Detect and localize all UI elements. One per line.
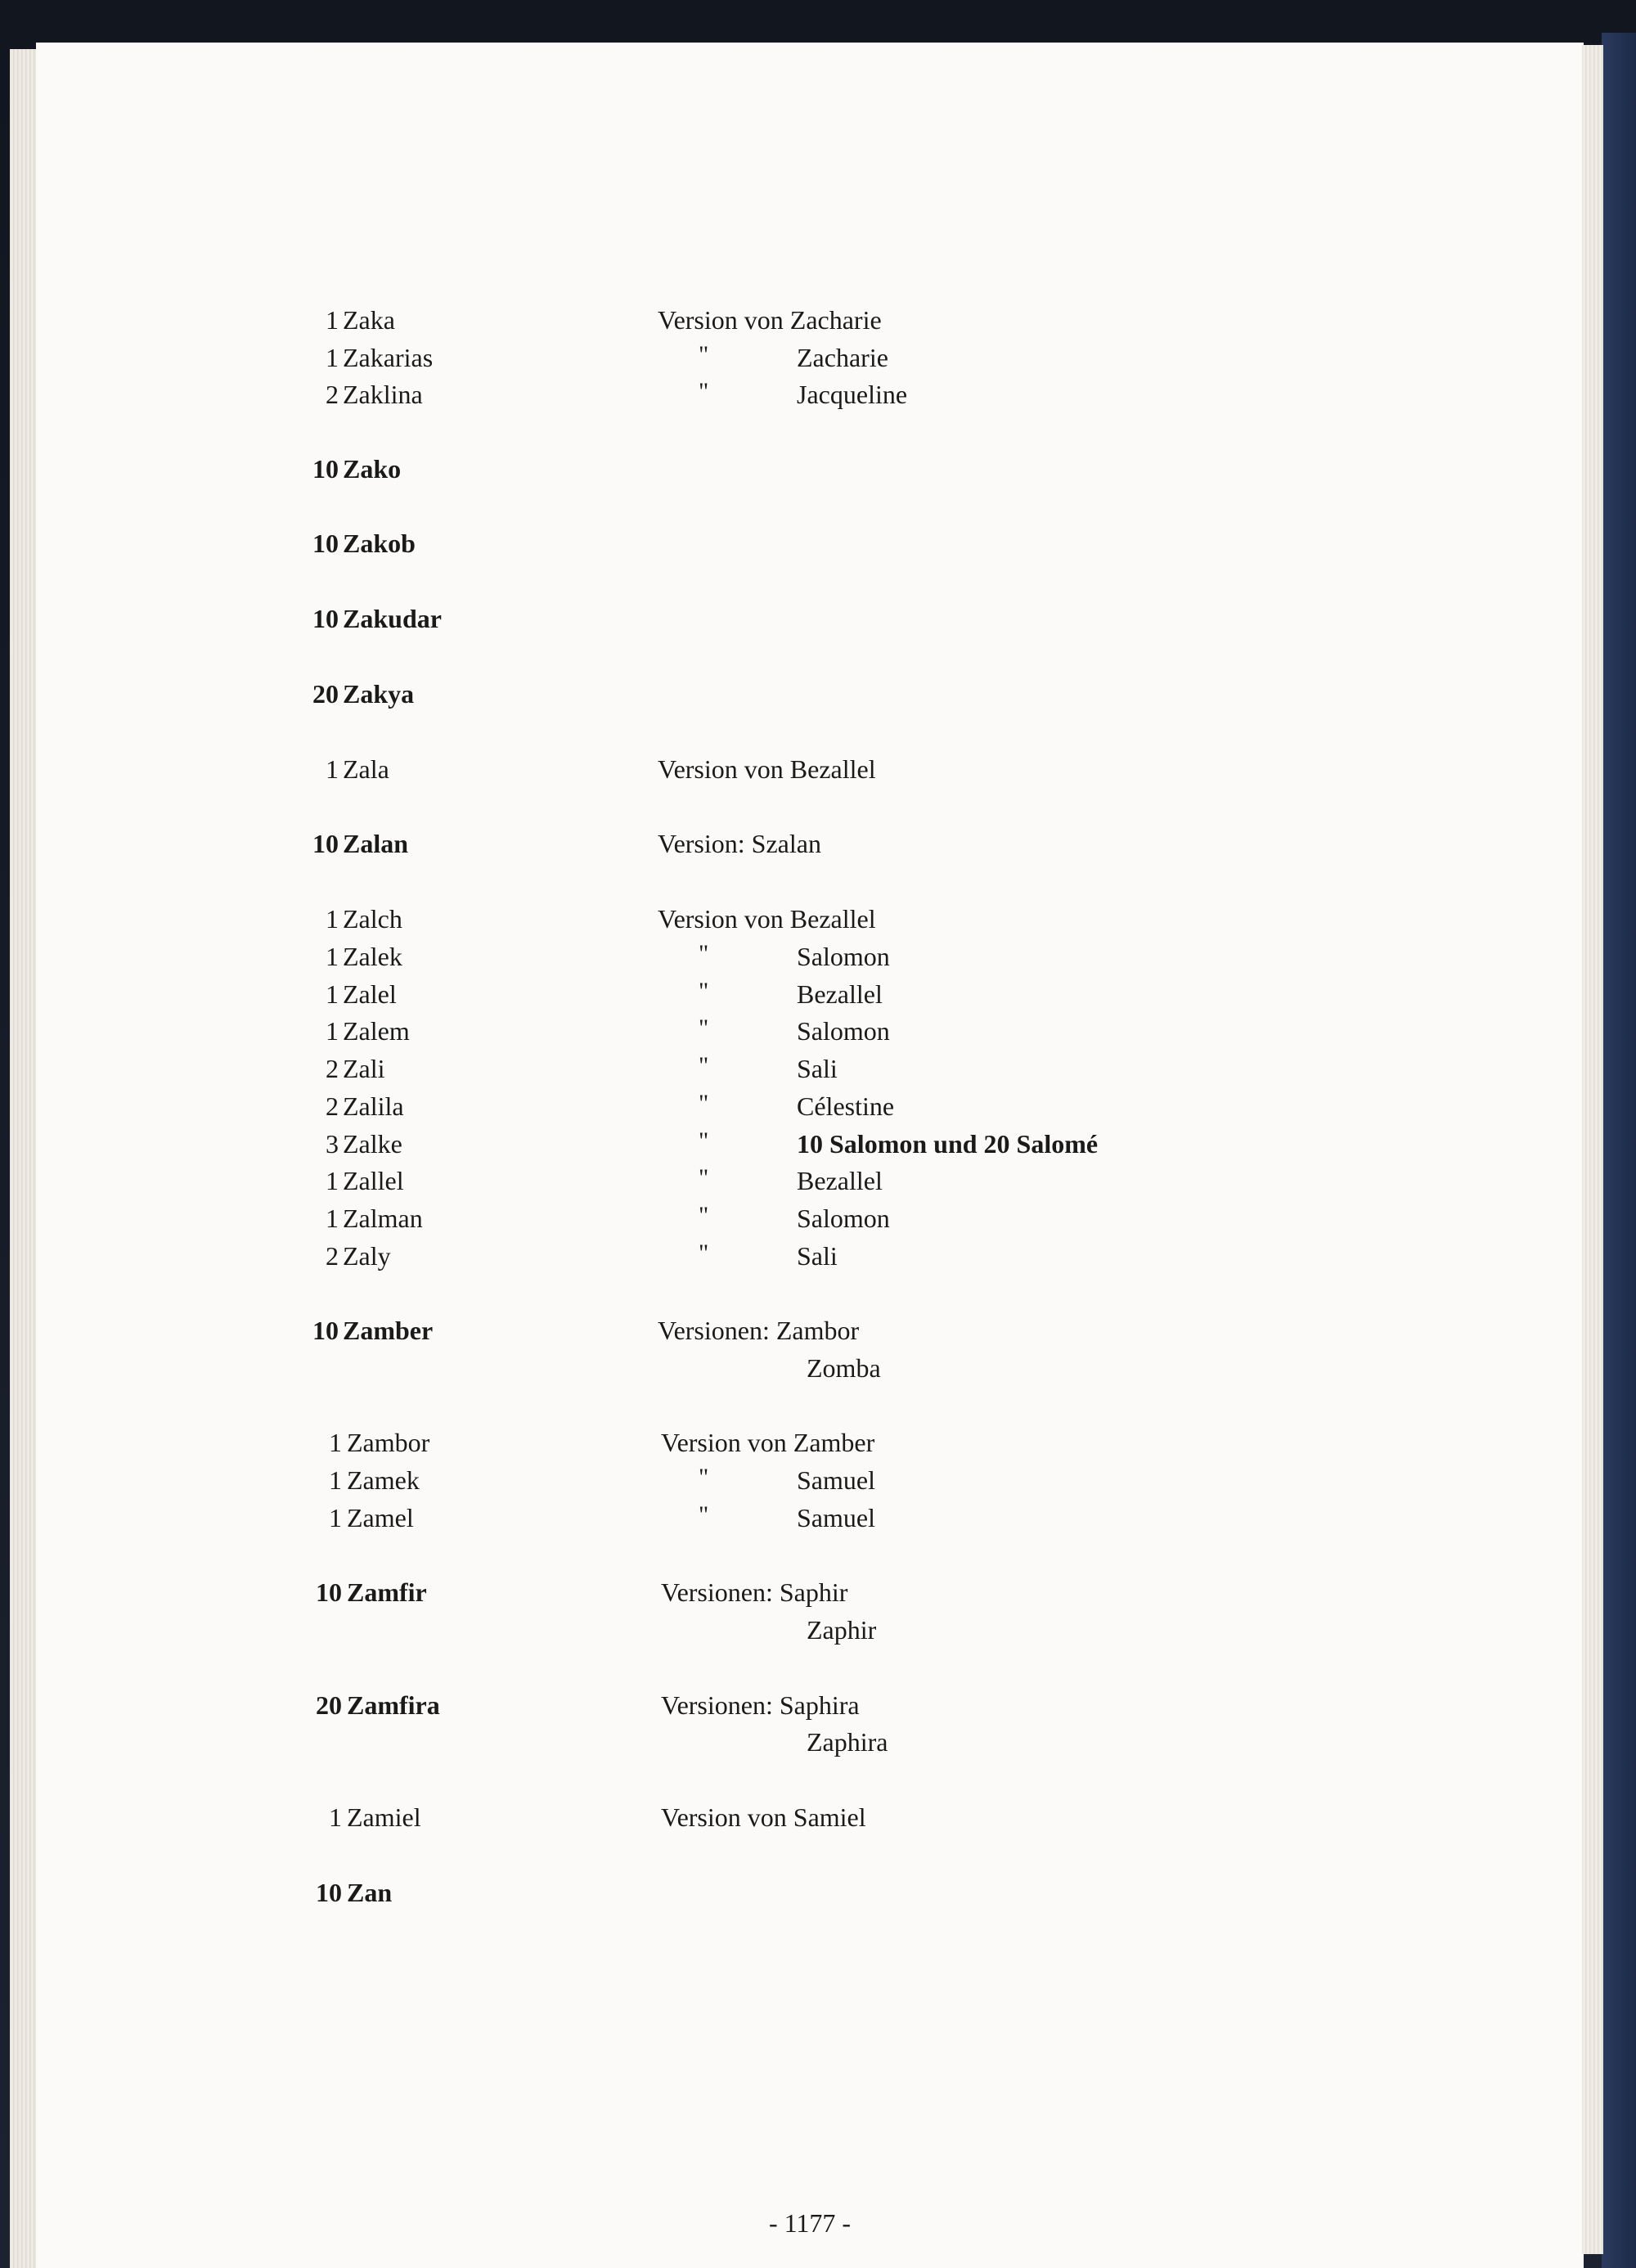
ditto-mark: " [699, 341, 709, 368]
entry-version: Version von Bezallel [658, 754, 876, 784]
entry-name: Zalch [343, 904, 402, 934]
book-cover-edge [1602, 33, 1636, 2268]
entry-version: Salomon [797, 942, 890, 971]
entry-count: 2 [326, 1091, 339, 1121]
entry-version: Version von Samiel [661, 1802, 866, 1832]
entry-name: Zaly [343, 1241, 391, 1271]
entry-version: Samuel [797, 1465, 875, 1495]
entry-version: Salomon [797, 1204, 890, 1233]
entry-version: Sali [797, 1054, 838, 1083]
entry-name: Zalek [343, 942, 402, 971]
entry-name: Zakarias [343, 343, 434, 372]
entry-name: Zamek [347, 1465, 420, 1495]
entry-name: Zalke [343, 1129, 402, 1159]
entry-name: Zako [343, 454, 402, 484]
entry-count: 1 [326, 942, 339, 971]
entry-name: Zalan [343, 829, 409, 858]
entry-count: 1 [326, 1204, 339, 1233]
entry-version: 10 Salomon und 20 Salomé [797, 1129, 1099, 1159]
ditto-mark: " [699, 1464, 709, 1491]
entry-count: 10 [312, 529, 339, 558]
entry-count: 10 [312, 454, 339, 484]
entry-version: Bezallel [797, 1166, 883, 1195]
entry-name: Zamfir [347, 1577, 427, 1607]
entry-count: 1 [326, 1016, 339, 1046]
entry-count: 2 [326, 1054, 339, 1083]
entry-version: Zomba [807, 1353, 881, 1383]
entry-version: Samuel [797, 1503, 875, 1532]
entry-count: 1 [326, 754, 339, 784]
page-number: - 1177 - [768, 2208, 852, 2238]
ditto-mark: " [699, 978, 709, 1005]
entry-version: Célestine [797, 1091, 895, 1121]
entry-name: Zallel [343, 1166, 404, 1195]
entry-count: 1 [326, 343, 339, 372]
entry-name: Zalel [343, 979, 397, 1009]
entry-count: 1 [329, 1428, 342, 1457]
entry-name: Zamfira [347, 1690, 440, 1720]
ditto-mark: " [699, 940, 709, 967]
entry-version: Zacharie [797, 343, 888, 372]
entry-name: Zaklina [343, 380, 423, 409]
ditto-mark: " [699, 1015, 709, 1042]
ditto-mark: " [699, 1240, 709, 1267]
entry-name: Zali [343, 1054, 385, 1083]
entry-version: Bezallel [797, 979, 883, 1009]
entry-version: Zaphira [807, 1727, 888, 1757]
entry-name: Zalila [343, 1091, 404, 1121]
entry-count: 1 [326, 904, 339, 934]
entry-name: Zalman [343, 1204, 423, 1233]
entry-count: 10 [312, 1316, 339, 1345]
entry-version: Version von Zacharie [658, 305, 882, 335]
ditto-mark: " [699, 1501, 709, 1528]
entry-name: Zamiel [347, 1802, 421, 1832]
entry-version: Version von Zamber [661, 1428, 875, 1457]
entry-version: Zaphir [807, 1615, 877, 1645]
entry-version: Versionen: Saphir [661, 1577, 848, 1607]
entry-count: 3 [326, 1129, 339, 1159]
entry-name: Zaka [343, 305, 395, 335]
entry-count: 1 [326, 1166, 339, 1195]
entry-count: 20 [316, 1690, 342, 1720]
entry-name: Zakob [343, 529, 416, 558]
entry-count: 1 [329, 1465, 342, 1495]
ditto-mark: " [699, 378, 709, 405]
entry-name: Zamber [343, 1316, 434, 1345]
entry-count: 10 [316, 1577, 342, 1607]
entry-name: Zamel [347, 1503, 414, 1532]
entry-version: Versionen: Zambor [658, 1316, 860, 1345]
ditto-mark: " [699, 1090, 709, 1117]
entry-name: Zakya [343, 679, 415, 709]
page-stack-right [1582, 45, 1603, 2254]
entry-count: 2 [326, 1241, 339, 1271]
entry-count: 1 [329, 1503, 342, 1532]
entry-count: 10 [312, 829, 339, 858]
entry-name: Zakudar [343, 604, 442, 633]
entry-version: Jacqueline [797, 380, 908, 409]
book-page [36, 43, 1584, 2268]
ditto-mark: " [699, 1202, 709, 1229]
entry-version: Salomon [797, 1016, 890, 1046]
entry-name: Zambor [347, 1428, 430, 1457]
entry-version: Version: Szalan [658, 829, 821, 858]
entry-count: 10 [312, 604, 339, 633]
ditto-mark: " [699, 1127, 709, 1154]
entry-version: Sali [797, 1241, 838, 1271]
entry-count: 20 [312, 679, 339, 709]
ditto-mark: " [699, 1052, 709, 1079]
ditto-mark: " [699, 1164, 709, 1191]
entry-count: 1 [329, 1802, 342, 1832]
entry-count: 2 [326, 380, 339, 409]
entry-version: Versionen: Saphira [661, 1690, 860, 1720]
entry-name: Zan [347, 1878, 393, 1907]
entry-name: Zalem [343, 1016, 410, 1046]
entry-count: 10 [316, 1878, 342, 1907]
entry-name: Zala [343, 754, 389, 784]
entry-version: Version von Bezallel [658, 904, 876, 934]
entry-count: 1 [326, 979, 339, 1009]
entry-count: 1 [326, 305, 339, 335]
